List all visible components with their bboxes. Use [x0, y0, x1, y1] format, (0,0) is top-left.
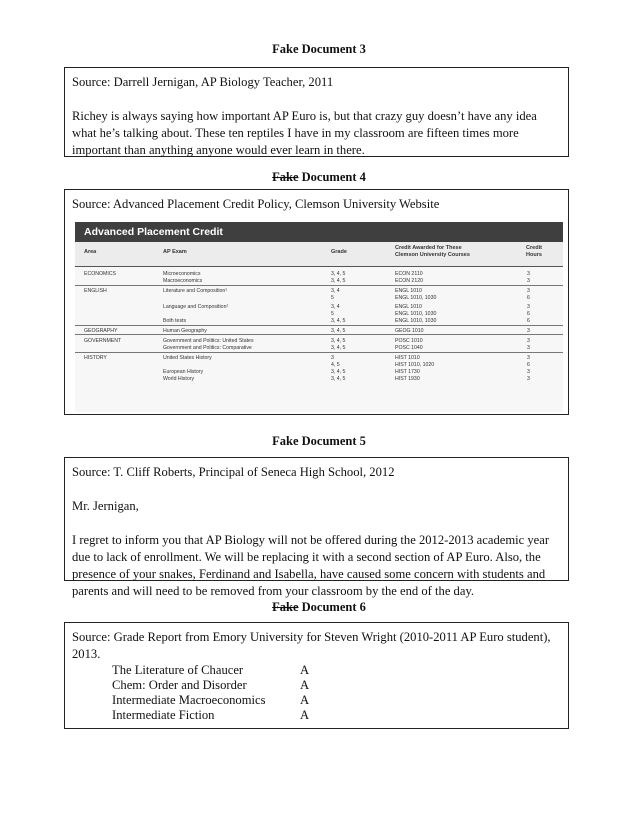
row-exam: Literature and Composition¹ [163, 288, 228, 294]
row-hours: 3 [527, 328, 530, 334]
table-divider [75, 352, 563, 353]
doc4-heading [0, 170, 638, 185]
row-course: POSC 1040 [395, 345, 423, 351]
header-hours: Credit Hours [526, 245, 542, 258]
doc6-heading [0, 600, 638, 615]
row-hours: 3 [527, 338, 530, 344]
row-exam: Government and Politics: United States [163, 338, 254, 344]
row-course: ENGL 1010, 1030 [395, 311, 437, 317]
row-course: ENGL 1010, 1030 [395, 318, 437, 324]
row-grade: 3, 4, 5 [331, 318, 346, 324]
row-grade: 3, 4 [331, 288, 340, 294]
row-grade: 4, 5 [331, 362, 340, 368]
row-grade: 3, 4 [331, 304, 340, 310]
doc5-salutation: Mr. Jernigan, [72, 499, 139, 513]
row-hours: 6 [527, 362, 530, 368]
doc3-line-2: what he’s talking about. These ten reptiles I have in my classroom are fifteen times more [72, 126, 519, 140]
grade-course: Intermediate Fiction [112, 708, 215, 722]
row-hours: 3 [527, 288, 530, 294]
row-area: GOVERNMENT [84, 338, 122, 344]
row-hours: 3 [527, 355, 530, 361]
grade-value: A [300, 708, 310, 722]
grade-course: The Literature of Chaucer [112, 663, 244, 677]
row-exam: United States History [163, 355, 212, 361]
credit-table-header [75, 242, 563, 267]
doc6-heading-rest: Document 6 [298, 600, 366, 614]
doc5-line-1: I regret to inform you that AP Biology will not be offered during the 2012-2013 academic year [72, 533, 550, 547]
doc3-source: Source: Darrell Jernigan, AP Biology Teacher, 2011 [72, 75, 334, 89]
row-area: GEOGRAPHY [84, 328, 118, 334]
row-exam: Human Geography [163, 328, 207, 334]
row-grade: 3, 4, 5 [331, 328, 346, 334]
row-grade: 3, 4, 5 [331, 271, 346, 277]
row-exam: World History [163, 376, 195, 382]
row-grade: 5 [331, 311, 334, 317]
doc5-line-2: due to lack of enrollment. We will be replacing it with a second section of AP Euro. Also, the [72, 550, 541, 564]
doc6-heading-strike: Fake [272, 600, 299, 614]
row-hours: 3 [527, 345, 530, 351]
credit-table-image [75, 222, 563, 412]
table-divider [75, 325, 563, 326]
doc5-heading: Fake Document 5 [272, 434, 366, 448]
grade-value: A [300, 663, 310, 677]
doc5-box [64, 457, 569, 598]
doc6-source-1: Source: Grade Report from Emory University for Steven Wright (2010-2011 AP Euro student), [72, 630, 551, 644]
doc5-line-4: parents and will need to be removed from your classroom by the end of the day. [72, 584, 475, 598]
row-hours: 6 [527, 295, 530, 301]
row-exam: Language and Composition¹ [163, 304, 229, 310]
row-course: ECON 2120 [395, 278, 423, 284]
row-hours: 6 [527, 311, 530, 317]
row-grade: 3, 4, 5 [331, 338, 346, 344]
doc4-heading-rest: Document 4 [298, 170, 366, 184]
row-grade: 5 [331, 295, 334, 301]
header-exam: AP Exam [163, 249, 187, 255]
row-area: HISTORY [84, 355, 107, 361]
doc5-source: Source: T. Cliff Roberts, Principal of Seneca High School, 2012 [72, 465, 395, 479]
row-grade: 3 [331, 355, 334, 361]
header-area: Area [84, 249, 97, 255]
credit-table-title: Advanced Placement Credit [75, 222, 563, 242]
table-divider [75, 334, 563, 335]
doc5-line-3: presence of your snakes, Ferdinand and Isabella, have caused some concern with students and [72, 567, 546, 581]
row-grade: 3, 4, 5 [331, 278, 346, 284]
header-courses: Credit Awarded for These Clemson University Courses [395, 245, 470, 258]
doc4-heading-strike: Fake [272, 170, 299, 184]
row-hours: 3 [527, 278, 530, 284]
doc3-heading: Fake Document 3 [272, 42, 366, 56]
row-course: ENGL 1010 [395, 304, 422, 310]
doc6-source-2: 2013. [72, 647, 101, 661]
row-area: ECONOMICS [84, 271, 116, 277]
doc3-box [64, 67, 569, 157]
table-divider [75, 285, 563, 286]
row-hours: 3 [527, 304, 530, 310]
row-hours: 3 [527, 376, 530, 382]
row-exam: Macroeconomics [163, 278, 203, 284]
row-exam: European History [163, 369, 204, 375]
row-area: ENGLISH [84, 288, 107, 294]
row-course: HIST 1010, 1020 [395, 362, 435, 368]
doc4-source: Source: Advanced Placement Credit Policy, Clemson University Website [72, 197, 440, 211]
row-grade: 3, 4, 5 [331, 369, 346, 375]
row-exam: Government and Politics: Comparative [163, 345, 252, 351]
row-course: ENGL 1010, 1030 [395, 295, 437, 301]
row-course: ECON 2110 [395, 271, 423, 277]
doc3-line-3: important than anything anyone would ever learn in there. [72, 143, 365, 157]
grade-value: A [300, 693, 310, 707]
row-hours: 3 [527, 271, 530, 277]
row-course: GEOG 1010 [395, 328, 424, 334]
row-exam: Both tests [163, 318, 187, 324]
row-exam: Microeconomics [163, 271, 201, 277]
grade-course: Intermediate Macroeconomics [112, 693, 266, 707]
row-hours: 6 [527, 318, 530, 324]
grade-value: A [300, 678, 310, 692]
row-course: HIST 1930 [395, 376, 420, 382]
row-grade: 3, 4, 5 [331, 376, 346, 382]
row-course: HIST 1730 [395, 369, 420, 375]
doc3-line-1: Richey is always saying how important AP Euro is, but that crazy guy doesn’t have any idea [72, 109, 537, 123]
row-course: HIST 1010 [395, 355, 420, 361]
row-course: POSC 1010 [395, 338, 423, 344]
row-grade: 3, 4, 5 [331, 345, 346, 351]
row-course: ENGL 1010 [395, 288, 422, 294]
grade-course: Chem: Order and Disorder [112, 678, 247, 692]
header-grade: Grade [331, 249, 347, 255]
row-hours: 3 [527, 369, 530, 375]
